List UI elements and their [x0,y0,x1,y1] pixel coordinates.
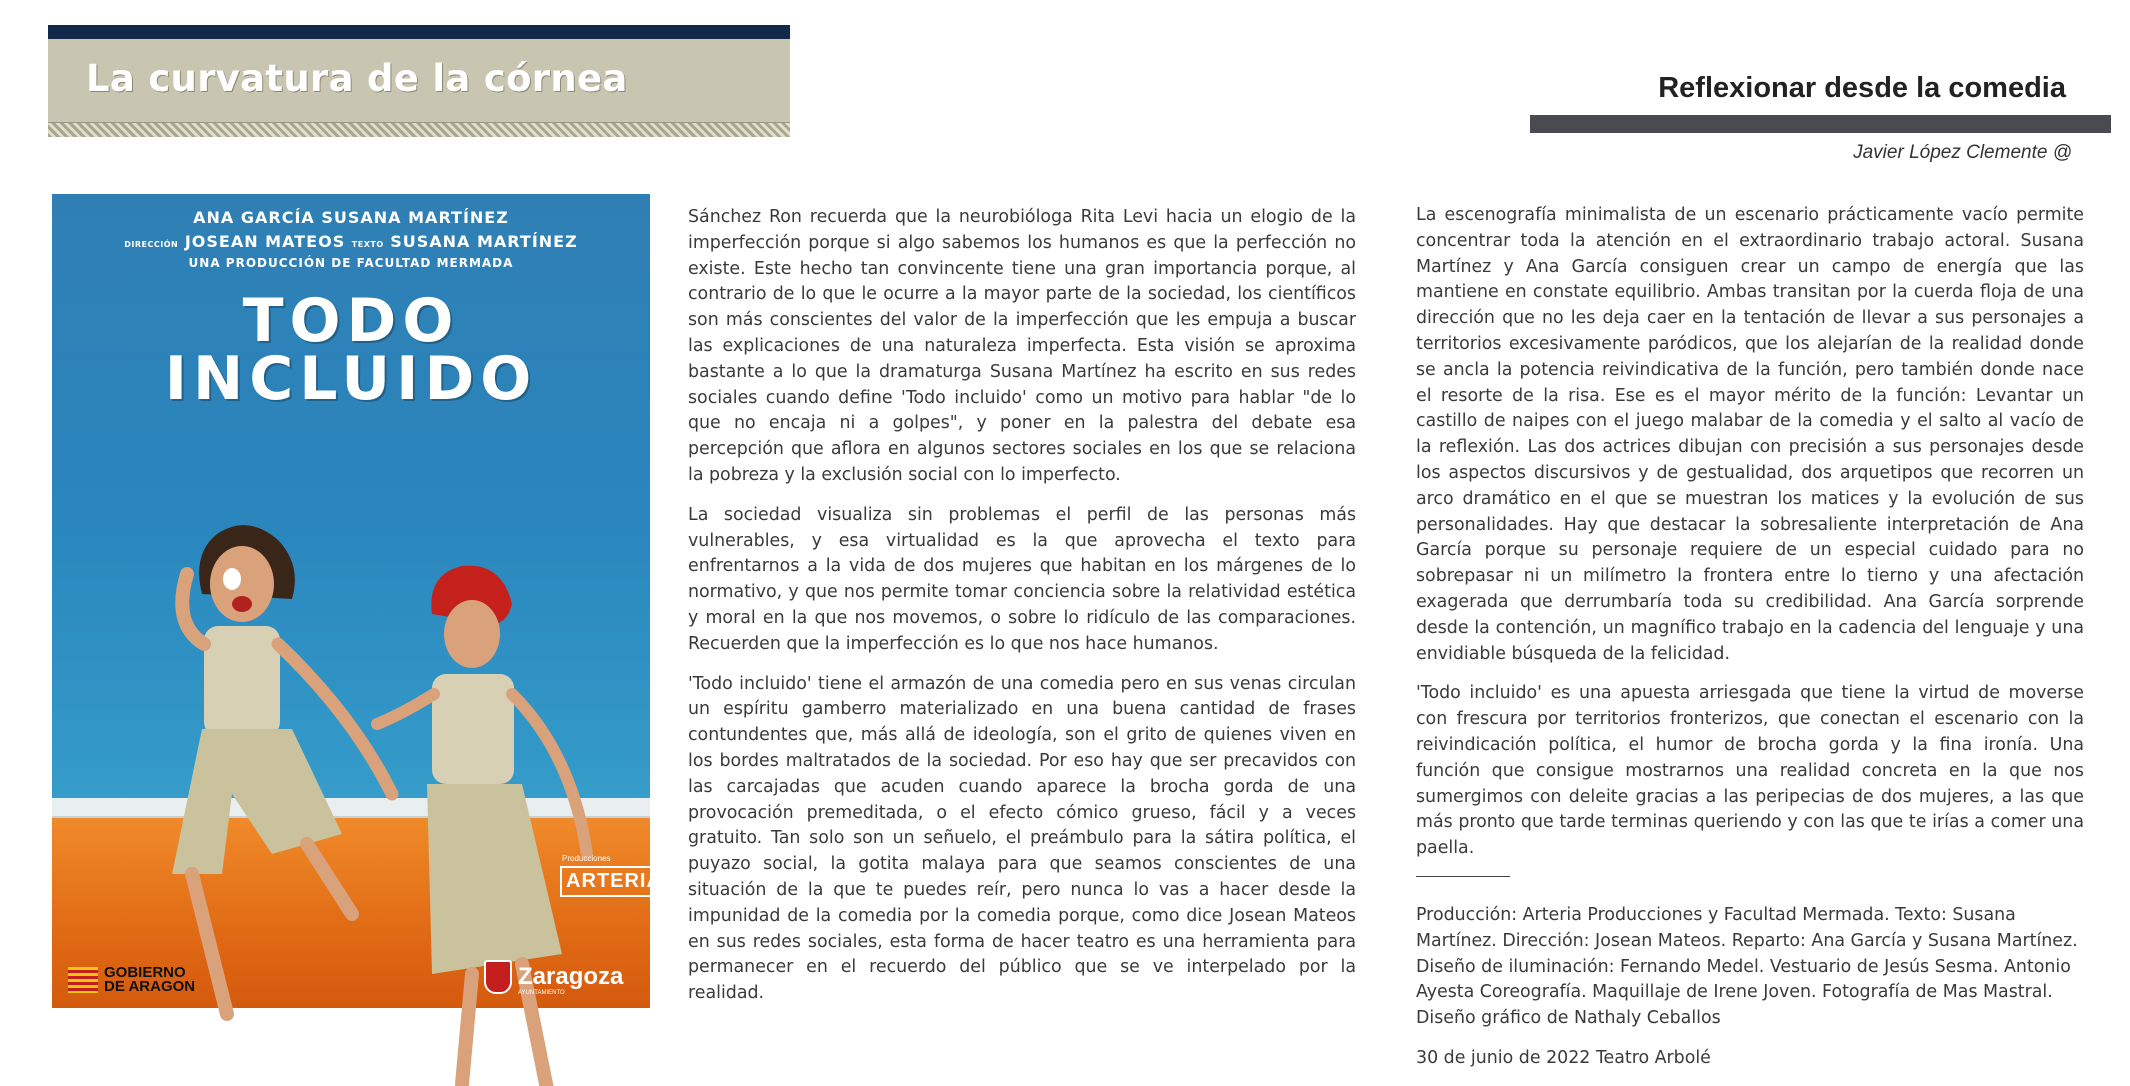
article-paragraph: La sociedad visualiza sin problemas el perfil de las personas más vulnerables, y esa virtualidad es la que aprovecha el texto para enfrentarnos a la vida de dos mujeres que habitan en los márgenes de lo normativo, y que nos permite tomar conciencia sobre la relatividad estética y moral en la que nos movemos, o sobre lo ridículo de las comparaciones. Recuerden que la imperfección es lo que nos hace humanos. [688,504,1356,654]
author-byline[interactable]: Javier López Clemente @ [1853,142,2072,163]
poster-production-line: UNA PRODUCCIÓN DE FACULTAD MERMADA [188,256,514,270]
poster-city-name: Zaragoza [518,963,624,990]
poster-direction-label: DIRECCIÓN [124,240,179,249]
lion-shield-icon [484,960,512,994]
play-poster-image [52,194,662,1008]
article-paragraph: 'Todo incluido' es una apuesta arriesgada que tiene la virtud de moverse con frescura por territorios fronterizos, que conectan el escenario con la reivindicación política, el humor de brocha gorda y la fina ironía. Una función que consigue mostrarnos una realidad concreta en la que nos sumergimos con deleite gracias a las peripecias de dos mujeres, a las que más pronto que tarde terminas queriendo y con las que te irías a comer una paella. [1416,683,2084,859]
credits-divider [1416,876,1510,877]
poster-gov-line1: GOBIERNO [104,964,186,981]
post-title: Reflexionar desde la comedia [1658,72,2066,104]
poster-title-line1: TODO [242,286,460,356]
poster-text-name: SUSANA MARTÍNEZ [390,232,578,251]
poster-direction-line [52,232,650,251]
article-column-right [1416,203,2084,1086]
performance-date-venue: 30 de junio de 2022 Teatro Arbolé [1416,1047,1711,1068]
poster-city-logo [484,960,623,994]
title-rule [1530,115,2111,133]
article-column-middle [688,205,1356,1021]
article-paragraph: 'Todo incluido' tiene el armazón de una comedia pero en sus venas circulan un espíritu gamberro materializado en una buena cantidad de frases contundentes que, más allá de ideología, son el grito de quienes viven en los bordes maltratados de la sociedad. Por eso hay que ser precavidos con las carcajadas que acuden cuando aparece la brocha gorda de una provocación premeditada, o el efecto cómico grueso, fácil y a veces gratuito. Tan solo son un señuelo, el preámbulo para la sátira política, el puyazo social, la gotita malaya para que seamos conscientes de una situación de la que te puedes reír, pero nunca lo vas a hacer desde la impunidad de la comedia por la comedia porque, como dice Josean Mateos en sus redes sociales, esta forma de hacer teatro es una herramienta para permanecer en el recuerdo del público que se ve interpelado por la realidad. [688,673,1356,1004]
article-paragraph: La escenografía minimalista de un escenario prácticamente vacío permite concentrar toda la atención en el extraordinario trabajo actoral. Susana Martínez y Ana García consiguen crear un campo de energía que las mantiene en constate equilibrio. Ambas transitan por la cuerda floja de una dirección que no les deja caer en la tentación de llevar a sus personajes a territorios excesivamente paródicos, que los alejarían de la realidad donde se ancla la potencia reivindicativa de la función, pero también donde nace el resorte de la risa. Ese es el mayor mérito de la función: Levantar un castillo de naipes con el juego malabar de la comedia y el salto al vacío de la reflexión. Las dos actrices dibujan con precisión a sus personajes desde los aspectos discursivos y de gestualidad, dos arquetipos que recorren un arco dramático en el que se muestran los matices y la evolución de sus personalidades. Hay que destacar la sobresaliente interpretación de Ana García porque su personaje requiere de un especial cuidado para no sobrepasar ni un milímetro la frontera entre lo tierno y una afectación exagerada que derrumbaría toda su credibilidad. Ana García sorprende desde la contención, un magnífico trabajo en la cadencia del lenguaje y una envidiable búsqueda de la felicidad. [1416,205,2084,664]
blog-title[interactable]: La curvatura de la córnea [86,57,628,100]
poster-government-logo [68,966,195,994]
poster-city-sub: AYUNTAMIENTO [518,990,565,996]
poster-title-line2: INCLUIDO [164,344,538,414]
poster-direction-name: JOSEAN MATEOS [184,232,346,251]
poster-gov-line2: DE ARAGON [104,978,196,995]
left-actress-figure [172,525,392,1014]
poster-government-text [104,966,195,994]
masthead-zigzag-border [48,122,790,137]
poster-text-label: TEXTO [351,240,384,249]
article-paragraph: Sánchez Ron recuerda que la neurobióloga Rita Levi hacia un elogio de la imperfección porque si algo sabemos los humanos es que la perfección no existe. Este hecho tan convincente tiene una gran importancia porque, al contrario de lo que le ocurre a la mayor parte de la sociedad, los científicos son más conscientes del valor de la imperfección que les empuja a buscar las explicaciones de una naturaleza imperfecta. Esta visión se aproxima bastante a lo que la dramaturga Susana Martínez ha escrito en sus redes sociales cuando define 'Todo incluido' como un motivo para hablar "de lo que no encaja ni a golpes", y poner en la palestra del debate esa percepción que aflora en algunos sectores sociales en los que se relaciona la pobreza y la exclusión social con lo imperfecto. [688,207,1356,485]
poster-cast-line: ANA GARCÍA SUSANA MARTÍNEZ [193,208,509,227]
masthead-top-bar [48,25,790,39]
production-credits: Producción: Arteria Producciones y Facultad Mermada. Texto: Susana Martínez. Dirección: Josean Mateos. Reparto: Ana García y Susana Martínez. Diseño de iluminación: Fernando Medel. Vestuario de Jesús Sesma. Antonio Ayesta Coreografía. Maquillaje de Irene Joven. Fotografía de Mas Mastral. Diseño gráfico de Nathaly Ceballos [1416,904,2078,1029]
aragon-flag-icon [68,967,98,993]
poster-producer-logo: ARTERIA [560,866,668,897]
blog-masthead[interactable] [48,25,790,137]
right-actress-figure [377,566,587,1086]
poster-producer-small: Producciones [562,854,611,863]
